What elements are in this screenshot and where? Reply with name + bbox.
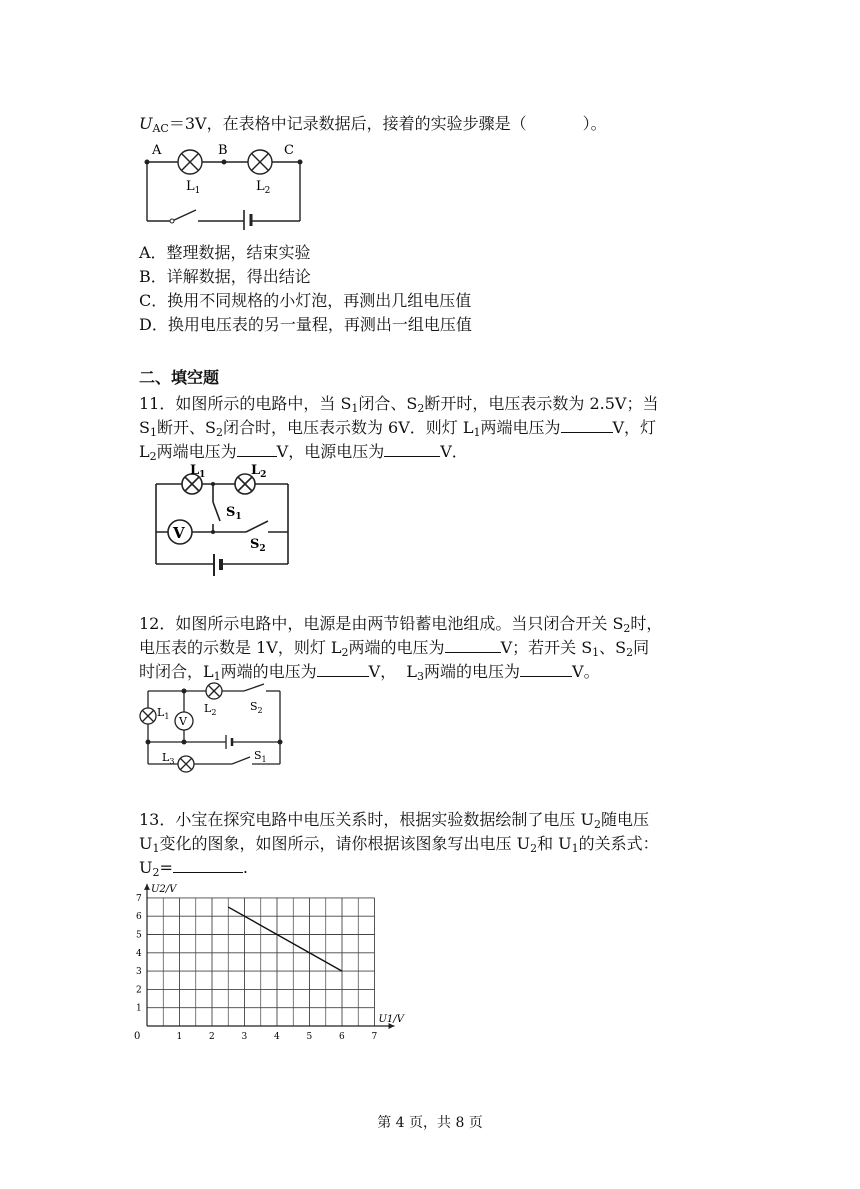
q11-line-1: 11．如图所示的电路中，当 $S_1$闭合、$S_2$断开时，电压表示数为 2.5V；当 xyxy=(139,394,659,415)
x-tick-label: 7 xyxy=(371,1032,378,1042)
x-tick-label: 4 xyxy=(274,1032,280,1042)
x-tick-label: 5 xyxy=(306,1032,313,1042)
label-a: A xyxy=(152,143,162,158)
label-l1: $L_1$ xyxy=(190,463,206,480)
y-tick-label: 4 xyxy=(136,948,142,959)
section-heading: 二、填空题 xyxy=(139,368,220,387)
label-l2: $L_2$ xyxy=(256,179,271,196)
q11-circuit xyxy=(148,464,294,580)
q11-line-2: $S_1$断开、$S_2$闭合时，电压表示数为 6V．则灯 $L_1$两端电压为 V，灯 xyxy=(139,418,657,439)
y-tick-label: 2 xyxy=(136,985,142,996)
y-axis-arrow xyxy=(144,884,150,890)
x-tick-label: 1 xyxy=(176,1032,183,1042)
origin-label: 0 xyxy=(134,1031,141,1042)
y-tick-label: 7 xyxy=(136,893,142,904)
label-l2: $L_2$ xyxy=(251,463,267,480)
answer-blank[interactable] xyxy=(173,856,243,873)
q10-stem: $U_{AC}=3V$，在表格中记录数据后，接着的实验步骤是（ ）。 xyxy=(139,114,607,135)
x-tick-label: 3 xyxy=(241,1032,248,1042)
page-footer: 第 4 页，共 8 页 xyxy=(377,1115,483,1131)
q10-option-d: D．换用电压表的另一量程，再测出一组电压值 xyxy=(139,315,472,334)
label-l3: $L_3$ xyxy=(162,751,175,766)
label-c: C xyxy=(284,143,294,158)
x-tick-label: 2 xyxy=(209,1032,215,1042)
answer-blank[interactable] xyxy=(317,660,369,677)
y-tick-label: 3 xyxy=(136,967,142,978)
label-l2: $L_2$ xyxy=(204,702,217,717)
q10-option-a: A．整理数据，结束实验 xyxy=(139,243,311,262)
label-l1: $L_1$ xyxy=(186,179,201,196)
q12-line-2: 电压表的示数是 1V，则灯 $L_2$两端的电压为 V；若开关 $S_1$、$S_2$同 xyxy=(139,638,650,659)
chart-grid xyxy=(147,898,375,1026)
label-s2: $S_2$ xyxy=(250,537,266,554)
label-s1: $S_1$ xyxy=(226,505,242,522)
label-s2: $S_2$ xyxy=(250,700,263,715)
q11-line-3: $L_2$两端电压为 V，电源电压为 V． xyxy=(139,442,468,463)
x-axis-label: U1/V xyxy=(378,1014,404,1025)
series-line xyxy=(228,907,342,971)
y-tick-label: 6 xyxy=(136,912,142,923)
voltmeter-label: V xyxy=(173,524,185,542)
q12-circuit xyxy=(140,682,290,772)
q10-circuit xyxy=(138,140,308,230)
q10-option-c: C．换用不同规格的小灯泡，再测出几组电压值 xyxy=(139,291,472,310)
q12-line-1: 12．如图所示电路中，电源是由两节铅蓄电池组成。当只闭合开关 $S_2$时， xyxy=(139,614,663,635)
chart-axes xyxy=(144,884,395,1029)
label-l1: $L_1$ xyxy=(157,706,170,721)
chart-series xyxy=(228,907,342,971)
y-tick-label: 1 xyxy=(136,1003,142,1014)
y-tick-label: 5 xyxy=(136,930,142,941)
label-b: B xyxy=(218,143,228,158)
q10-option-b: B．详解数据，得出结论 xyxy=(139,267,311,286)
voltmeter-label: V xyxy=(179,715,187,728)
q13-line-3: $U_2=$ . xyxy=(139,858,248,879)
y-axis-label: U2/V xyxy=(151,883,177,895)
answer-blank[interactable] xyxy=(561,416,613,433)
u2-u1-chart xyxy=(130,876,410,1046)
label-s1: $S_1$ xyxy=(254,749,267,764)
answer-blank[interactable] xyxy=(384,440,440,457)
x-tick-label: 6 xyxy=(339,1032,345,1042)
q13-line-2: $U_1$变化的图象，如图所示，请你根据该图象写出电压 $U_2$和 $U_1$的关系式： xyxy=(139,834,659,855)
answer-blank[interactable] xyxy=(445,636,501,653)
q12-line-3: 时闭合，$L_1$两端的电压为 V， $L_3$两端的电压为 V。 xyxy=(139,662,600,683)
q13-line-1: 13．小宝在探究电路中电压关系时，根据实验数据绘制了电压 $U_2$随电压 xyxy=(139,810,649,831)
answer-blank[interactable] xyxy=(237,440,277,457)
answer-blank[interactable] xyxy=(520,660,572,677)
